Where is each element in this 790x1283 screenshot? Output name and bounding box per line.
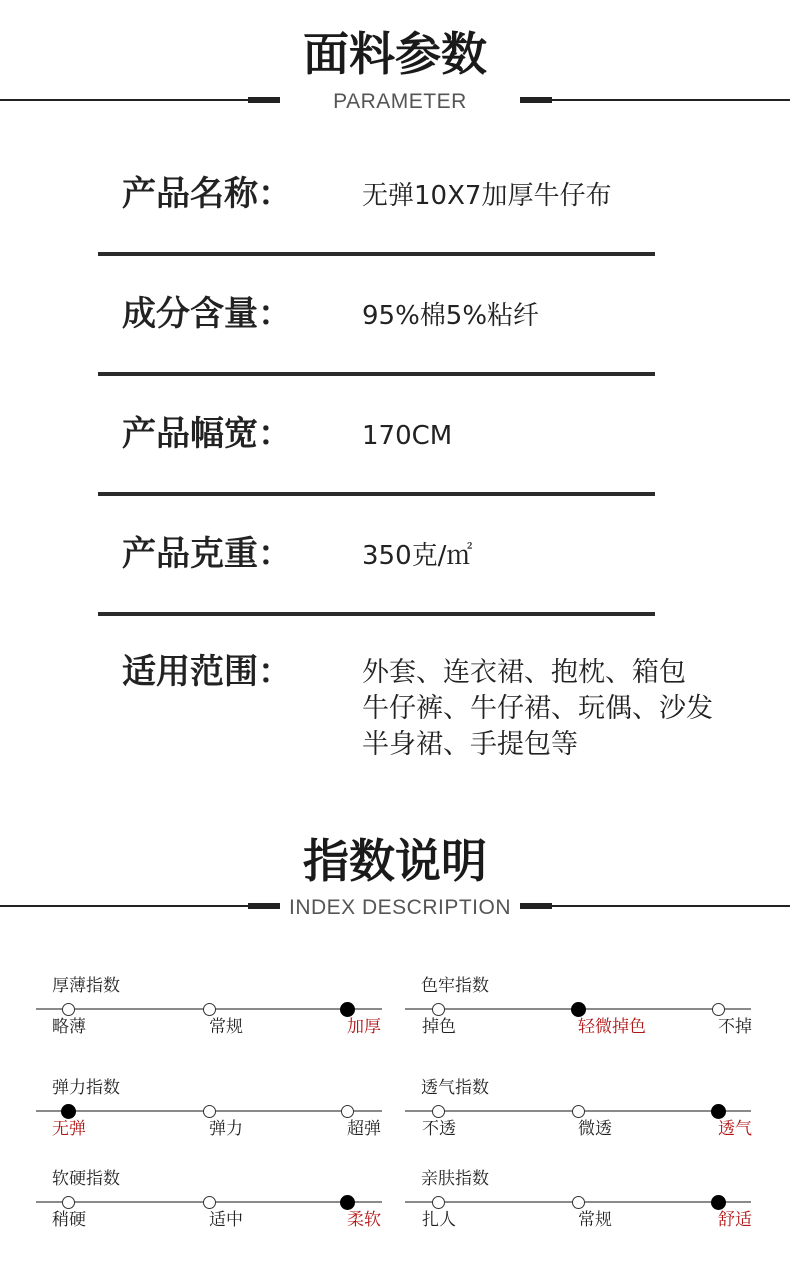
index-dot bbox=[712, 1003, 725, 1016]
param-divider bbox=[98, 492, 655, 496]
param-label: 产品幅宽： bbox=[122, 414, 292, 454]
index-option-label: 常规 bbox=[209, 1017, 243, 1037]
index-option-label: 透气 bbox=[718, 1119, 752, 1139]
param-label: 适用范围： bbox=[122, 652, 292, 692]
index-title: 色牢指数 bbox=[421, 976, 489, 996]
index-dot bbox=[203, 1196, 216, 1209]
param-value: 95%棉5%粘纤 bbox=[362, 301, 540, 331]
parameter-section-subtitle: PARAMETER bbox=[333, 90, 467, 113]
header-rule-left bbox=[0, 905, 248, 907]
index-title: 亲肤指数 bbox=[421, 1169, 489, 1189]
index-option-label: 扎人 bbox=[422, 1210, 456, 1230]
param-value: 170CM bbox=[362, 421, 453, 451]
index-section-title: 指数说明 bbox=[303, 834, 487, 888]
index-section-subtitle: INDEX DESCRIPTION bbox=[288, 896, 512, 919]
index-dot bbox=[572, 1105, 585, 1118]
index-dot bbox=[62, 1003, 75, 1016]
index-option-label: 掉色 bbox=[422, 1017, 456, 1037]
index-dot-selected bbox=[340, 1002, 355, 1017]
index-dot bbox=[432, 1105, 445, 1118]
param-label: 产品名称： bbox=[122, 174, 292, 214]
index-dot bbox=[341, 1105, 354, 1118]
index-title: 软硬指数 bbox=[52, 1169, 120, 1189]
index-dot-selected bbox=[711, 1104, 726, 1119]
index-title: 透气指数 bbox=[421, 1078, 489, 1098]
index-option-label: 柔软 bbox=[347, 1210, 381, 1230]
index-title: 厚薄指数 bbox=[52, 976, 120, 996]
index-option-label: 加厚 bbox=[347, 1017, 381, 1037]
index-dot bbox=[432, 1196, 445, 1209]
header-rule-right-block bbox=[520, 97, 552, 103]
param-divider bbox=[98, 372, 655, 376]
param-value: 无弹10X7加厚牛仔布 bbox=[362, 181, 612, 211]
usage-line: 牛仔裤、牛仔裙、玩偶、沙发 bbox=[362, 693, 713, 724]
param-value: 350克/㎡ bbox=[362, 541, 473, 571]
header-rule-left bbox=[0, 99, 248, 101]
header-rule-left-block bbox=[248, 97, 280, 103]
index-option-label: 稍硬 bbox=[52, 1210, 86, 1230]
param-divider bbox=[98, 612, 655, 616]
index-dot-selected bbox=[711, 1195, 726, 1210]
header-rule-right-block bbox=[520, 903, 552, 909]
index-option-label: 微透 bbox=[578, 1119, 612, 1139]
parameter-section-title: 面料参数 bbox=[303, 27, 487, 81]
index-dot bbox=[203, 1003, 216, 1016]
param-label: 成分含量： bbox=[122, 294, 292, 334]
index-option-label: 无弹 bbox=[52, 1119, 86, 1139]
index-dot bbox=[62, 1196, 75, 1209]
index-dot-selected bbox=[61, 1104, 76, 1119]
param-label: 产品克重： bbox=[122, 534, 292, 574]
index-option-label: 舒适 bbox=[718, 1210, 752, 1230]
index-dot bbox=[572, 1196, 585, 1209]
index-option-label: 弹力 bbox=[209, 1119, 243, 1139]
param-value-usage bbox=[362, 655, 713, 763]
index-dot bbox=[432, 1003, 445, 1016]
usage-line: 外套、连衣裙、抱枕、箱包 bbox=[362, 657, 686, 688]
index-option-label: 不掉 bbox=[718, 1017, 752, 1037]
index-option-label: 常规 bbox=[578, 1210, 612, 1230]
index-title: 弹力指数 bbox=[52, 1078, 120, 1098]
index-dot-selected bbox=[571, 1002, 586, 1017]
param-divider bbox=[98, 252, 655, 256]
header-rule-right bbox=[552, 99, 790, 101]
index-dot-selected bbox=[340, 1195, 355, 1210]
index-option-label: 超弹 bbox=[347, 1119, 381, 1139]
index-option-label: 适中 bbox=[209, 1210, 243, 1230]
header-rule-right bbox=[552, 905, 790, 907]
header-rule-left-block bbox=[248, 903, 280, 909]
index-dot bbox=[203, 1105, 216, 1118]
index-option-label: 略薄 bbox=[52, 1017, 86, 1037]
index-option-label: 不透 bbox=[422, 1119, 456, 1139]
index-option-label: 轻微掉色 bbox=[578, 1017, 646, 1037]
usage-line: 半身裙、手提包等 bbox=[362, 729, 578, 760]
